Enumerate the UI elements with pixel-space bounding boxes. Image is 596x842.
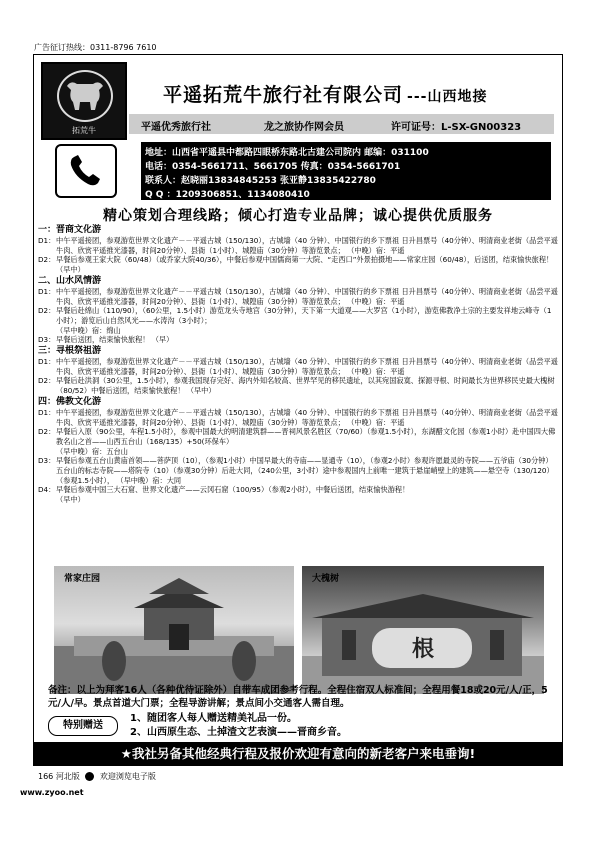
day-text: 早餐后送团，结束愉快旅程！ （早）: [56, 335, 174, 345]
ox-icon: [57, 70, 113, 122]
itinerary-day: [38, 376, 558, 395]
company-suffix: ---山西地接: [407, 89, 488, 105]
photo-label-right: 大槐树: [312, 574, 340, 584]
day-label: D2：: [38, 255, 56, 265]
day-text: 早餐后赴绵山（110/90），（60公里，1.5小时）游览龙头寺地宫（30分钟），天下第一大道观——大罗宫（1小时），游览佛教净土宗的主要发祥地云峰寺（1小时）；游览后山自然风光——水涛沟（3小时）；: [56, 306, 552, 325]
globe-icon: [85, 772, 94, 781]
section-title: 一：晋商文化游: [38, 225, 102, 235]
day-label: D1：: [38, 357, 56, 367]
company-logo: [41, 62, 127, 140]
contact-details: [141, 142, 551, 200]
photo-label-left: 常家庄园: [64, 574, 101, 584]
inquiry-banner: ★我社另备其他经典行程及报价欢迎有意向的新老客户来电垂询!: [33, 742, 563, 766]
day-label: D1：: [38, 286, 56, 296]
itinerary-day: [38, 306, 558, 325]
ad-hotline: 广告征订热线：0311-8796 7610: [34, 43, 157, 52]
itinerary-day: [38, 495, 558, 505]
page-number: 166 河北版: [38, 772, 80, 781]
phone-icon: [55, 144, 117, 198]
contact-qq: Q Q ：1209306851、1134080410: [145, 190, 310, 200]
day-text: 早餐后参观五台山黄庙首领——菩萨顶（10），（参观1小时）中国早最大的寺庙——显通寺（10），（参观2小时）参观许愿最灵的寺院——五爷庙（30分钟）五台山的标志寺院——塔院寺（10）（参观30分钟）后赴大同，（240公里，3小时）途中参观国内上前唯一建筑于悬崖峭壁上的建筑——悬空寺（130/120）（参观1.5小时）， （早中晚）宿：大同: [56, 456, 554, 485]
tag-network-member: 龙之旅协作网会员: [264, 122, 344, 133]
remarks: 备注：以上为拜客16人（各种优待证除外）自带车成团参考行程。全程住宿双人标准间；全程用餐18或20元/人/正，5元/人/早。景点首道大门票；全程导游讲解；景点间小交通客人需自理。: [48, 685, 548, 709]
day-text: 早餐后赴洪洞（30公里，1.5小时），参观我国现存完好、海内外知名较高、世界罕见的移民遗址，以其宛国寂寞、探源寻根、时间最长为世界移民史最大槐树（80/52）中餐后送团，结束愉快旅程！ （早中）: [56, 376, 555, 396]
day-text: （早中）: [56, 495, 85, 505]
gate-sign-root: 根: [411, 637, 435, 662]
credentials-bar: [129, 114, 554, 134]
itinerary-day: [38, 485, 558, 495]
header: [33, 54, 563, 138]
day-text: 中午平遥接团，参观游览世界文化遗产－－平遥古城（150/130），古城墙（40 分钟）、中国银行的乡下票祖 日升昌票号（40分钟）、明清商业老街（品尝平遥牛肉、欣赏平遥推光漆器，时间20分钟）、县衙（1小时）、城隍庙（30分钟）等游览景点； （中晚）宿：平遥: [56, 407, 558, 427]
itinerary-day: [38, 236, 558, 255]
section-title: 三：寻根祭祖游: [38, 346, 102, 357]
day-label: D1：: [38, 407, 56, 417]
day-text: 早餐后参观中国三大石窟、世界文化遗产——云冈石窟（100/95）（参观2小时），中餐后送团，结束愉快游程！: [56, 485, 410, 495]
contact-phone: 电话：0354-5661711、5661705 传真：0354-5661701: [145, 162, 401, 172]
day-label: D1：: [38, 236, 56, 245]
gift-list: [130, 712, 347, 740]
itinerary-day: [38, 408, 558, 427]
gift-item: 2、山西原生态、土掉渣文艺表演——晋商乡音。: [130, 727, 347, 738]
itinerary-day: [38, 427, 558, 446]
footer-subtitle: 欢迎浏览电子版: [99, 772, 156, 781]
company-name: [163, 80, 487, 107]
day-label: D3：: [38, 335, 56, 345]
day-label: D3：: [38, 456, 56, 466]
gift-badge: 特别赠送: [48, 716, 118, 736]
day-label: D2：: [38, 376, 56, 386]
logo-caption: 拓荒牛: [72, 126, 96, 135]
day-label: D2：: [38, 306, 56, 316]
itinerary-day: [38, 335, 558, 345]
section-title: 二、山水风情游: [38, 275, 102, 286]
tag-excellent-agency: 平遥优秀旅行社: [141, 122, 211, 133]
day-label: D4：: [38, 485, 56, 495]
itinerary-day: [38, 357, 558, 376]
contact-persons: 联系人：赵晓丽13834845253 张亚静13835422780: [145, 176, 376, 186]
section-title: 四：佛教文化游: [38, 396, 102, 407]
contact-section: [33, 142, 563, 200]
tag-license: 许可证号：L-SX-GN00323: [391, 122, 522, 133]
day-text: 早餐后参观王家大院（60/48）（或乔家大院40/36），中餐后参观中国儒商第一大院、“走西口”外景拍摄地——常家庄园（60/48），后送团，结束愉快旅程！ （早中）: [56, 255, 554, 275]
itinerary-day: [38, 287, 558, 306]
day-text: 中午平遥接团，参观游览世界文化遗产－－平遥古城（150/130），古城墙（40 分钟）、中国银行的乡下票祖 日升昌票号（40分钟）、明清商业老街（品尝平遥牛肉、欣赏平遥推光漆器，时间20分钟）、县衙（1小时）、城隍庙（30分钟）等游览景点； （中晚）宿：平遥: [56, 357, 558, 376]
day-text: 中午平遥接团，参观游览世界文化遗产－－平遥古城（150/130），古城墙（40 分钟）、中国银行的乡下票祖 日升昌票号（40分钟）、明清商业老街（品尝平遥牛肉、欣赏平遥推光漆器，时间20分钟）、县衙（1小时）、城隍庙（30分钟）等游览景点； （中晚）宿：平遥: [56, 236, 558, 255]
itinerary-day: [38, 456, 558, 485]
itinerary-day: [38, 447, 558, 457]
footer: [38, 771, 156, 782]
footer-url[interactable]: www.zyoo.net: [20, 788, 84, 797]
itinerary-list: [38, 224, 558, 505]
photo-big-locust-tree: [302, 566, 544, 694]
photo-changjia-manor: [54, 566, 294, 694]
day-text: 中午平遥接团，参观游览世界文化遗产－－平遥古城（150/130），古城墙（40 分钟）、中国银行的乡下票祖 日升昌票号（40分钟）、明清商业老街（品尝平遥牛肉、欣赏平遥推光漆器，时间20分钟）、县衙（1小时）、城隍庙（30分钟）等游览景点； （中晚）宿：平遥: [56, 286, 558, 306]
day-text: （早中晚）宿：五台山: [56, 446, 128, 456]
gift-item: 1、随团客人每人赠送精美礼品一份。: [130, 713, 297, 724]
day-text: （早中晚）宿：绵山: [56, 325, 121, 335]
slogan: 精心策划合理线路；倾心打造专业品牌；诚心提供优质服务: [103, 208, 493, 224]
photo-strip: [54, 566, 544, 694]
itinerary-day: [38, 326, 558, 336]
company-title: 平遥拓荒牛旅行社有限公司: [163, 84, 404, 106]
contact-address: 地址：山西省平遥县中都路四眼桥东路北古建公司院内 邮编：031100: [145, 148, 429, 158]
day-text: 早餐后入原（90公里，车程1.5小时），参观中国最大的明清建筑群——晋祠风景名胜区（70/60）（参观1.5小时），东湖醋文化园（参观1小时）赴中国四大佛教名山之首——山西五台山（168/135）+50(环保车）: [56, 427, 556, 446]
day-label: D2：: [38, 427, 56, 437]
itinerary-day: [38, 255, 558, 274]
